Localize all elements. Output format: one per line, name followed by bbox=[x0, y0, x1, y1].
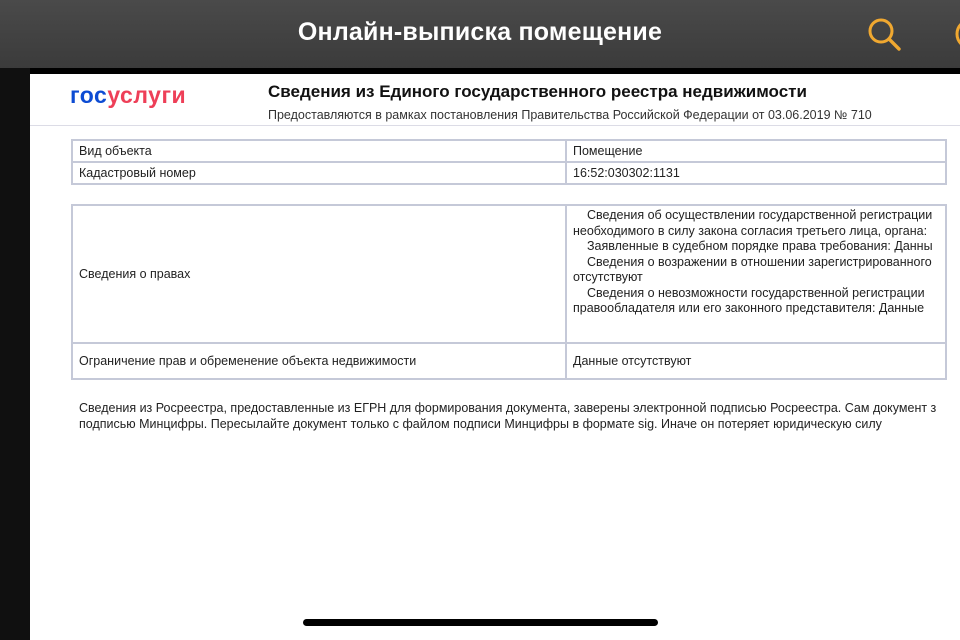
rights-label: Сведения о правах bbox=[72, 205, 566, 343]
table-row bbox=[72, 140, 946, 162]
search-button[interactable] bbox=[864, 14, 904, 54]
rights-line: Заявленные в судебном порядке права требования: Данны bbox=[587, 239, 933, 253]
footnote-line: Сведения из Росреестра, предоставленные из ЕГРН для формирования документа, заверены электронной подписью Росреестра. Сам документ з bbox=[79, 401, 937, 415]
encumbrance-label: Ограничение прав и обременение объекта недвижимости bbox=[72, 343, 566, 379]
gosuslugi-logo bbox=[70, 82, 186, 109]
rights-line: отсутствуют bbox=[573, 270, 643, 284]
logo-part-uslugi: услуги bbox=[107, 82, 187, 108]
more-button[interactable] bbox=[944, 14, 960, 54]
document-page[interactable] bbox=[30, 74, 960, 640]
cadastral-number-value: 16:52:030302:1131 bbox=[566, 162, 946, 184]
object-type-label: Вид объекта bbox=[72, 140, 566, 162]
object-table bbox=[71, 139, 947, 185]
rights-line: Сведения о возражении в отношении зарегистрированного bbox=[587, 254, 932, 269]
document-title: Сведения из Единого государственного реестра недвижимости bbox=[268, 82, 807, 101]
table-row bbox=[72, 205, 946, 343]
rights-line: Сведения об осуществлении государственной регистрации bbox=[587, 208, 933, 222]
rights-table bbox=[71, 204, 947, 380]
header-divider bbox=[30, 125, 960, 126]
rights-line: правообладателя или его законного представителя: Данные bbox=[573, 301, 925, 315]
table-row bbox=[72, 162, 946, 184]
cadastral-number-label: Кадастровый номер bbox=[72, 162, 566, 184]
signature-footnote bbox=[79, 400, 936, 432]
document-subtitle: Предоставляются в рамках постановления Правительства Российской Федерации от 03.06.2019 № 710 bbox=[268, 108, 872, 122]
encumbrance-value: Данные отсутствуют bbox=[566, 343, 946, 379]
window-title: Онлайн-выписка помещение bbox=[297, 18, 663, 46]
search-icon bbox=[864, 14, 904, 54]
footnote-line: подписью Минцифры. Пересылайте документ только с файлом подписи Минцифры в формате sig. Иначе он потеряет юридическую силу bbox=[79, 417, 882, 431]
more-icon bbox=[944, 14, 960, 54]
logo-part-gos: гос bbox=[70, 82, 108, 108]
viewer-margin bbox=[0, 68, 30, 640]
table-row bbox=[72, 343, 946, 379]
home-indicator[interactable] bbox=[303, 619, 658, 626]
rights-line: Сведения о невозможности государственной регистрации bbox=[587, 285, 925, 300]
rights-value bbox=[566, 205, 946, 343]
rights-line: необходимого в силу закона согласия третьего лица, органа: bbox=[573, 223, 928, 238]
object-type-value: Помещение bbox=[566, 140, 946, 162]
viewer-toolbar bbox=[0, 0, 960, 68]
